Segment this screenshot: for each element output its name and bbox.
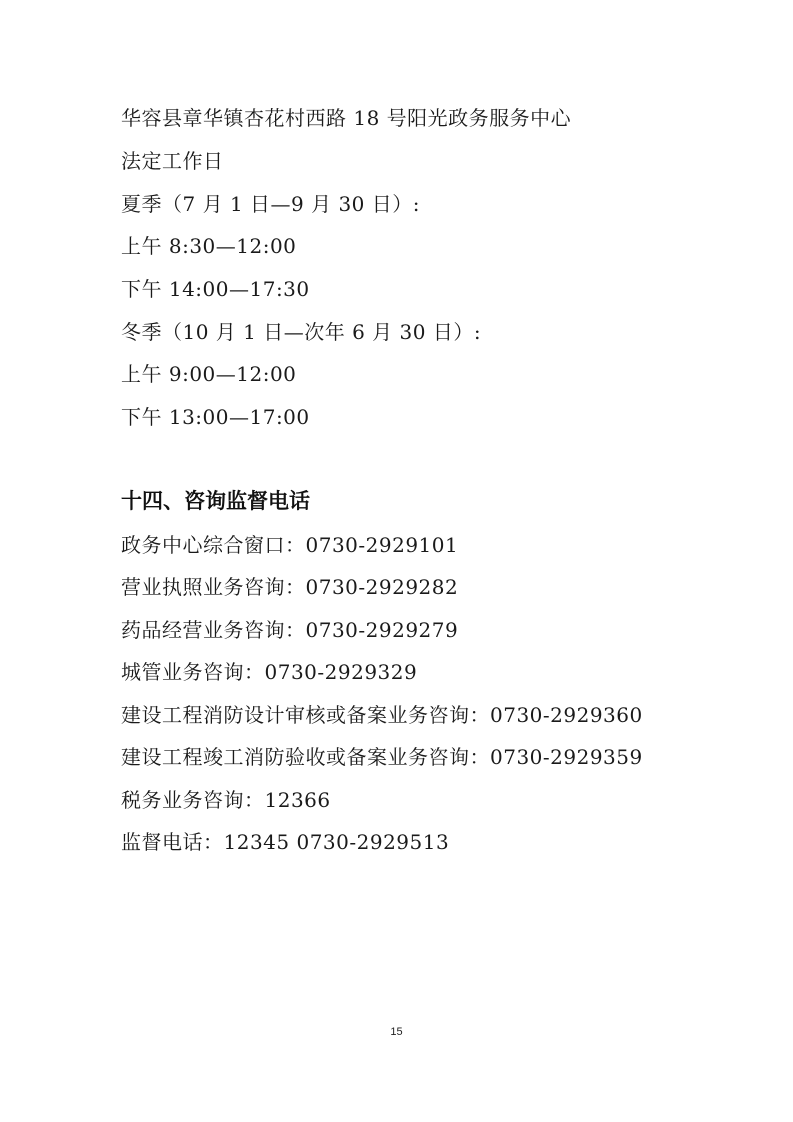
summer-period-label: 夏季（7 月 1 日—9 月 30 日）: [121, 192, 421, 216]
section-heading: 十四、咨询监督电话 [121, 489, 310, 513]
contact-line: 税务业务咨询：12366 [121, 788, 331, 812]
contact-line: 建设工程消防设计审核或备案业务咨询：0730-2929360 [121, 703, 643, 727]
winter-period-label: 冬季（10 月 1 日—次年 6 月 30 日）: [121, 320, 482, 344]
contact-line: 营业执照业务咨询：0730-2929282 [121, 575, 459, 599]
summer-morning-hours: 上午 8:30—12:00 [121, 234, 297, 258]
winter-afternoon-hours: 下午 13:00—17:00 [121, 405, 310, 429]
page-number: 15 [390, 1026, 403, 1038]
legal-workday-label: 法定工作日 [121, 149, 224, 173]
winter-morning-hours: 上午 9:00—12:00 [121, 362, 297, 386]
address-line: 华容县章华镇杏花村西路 18 号阳光政务服务中心 [121, 106, 572, 130]
contact-line: 政务中心综合窗口：0730-2929101 [121, 533, 459, 557]
contact-line: 建设工程竣工消防验收或备案业务咨询：0730-2929359 [121, 745, 643, 769]
supervision-phone-line: 监督电话：12345 0730-2929513 [121, 830, 450, 854]
contact-line: 城管业务咨询：0730-2929329 [121, 660, 418, 684]
summer-afternoon-hours: 下午 14:00—17:30 [121, 277, 310, 301]
contact-line: 药品经营业务咨询：0730-2929279 [121, 618, 459, 642]
